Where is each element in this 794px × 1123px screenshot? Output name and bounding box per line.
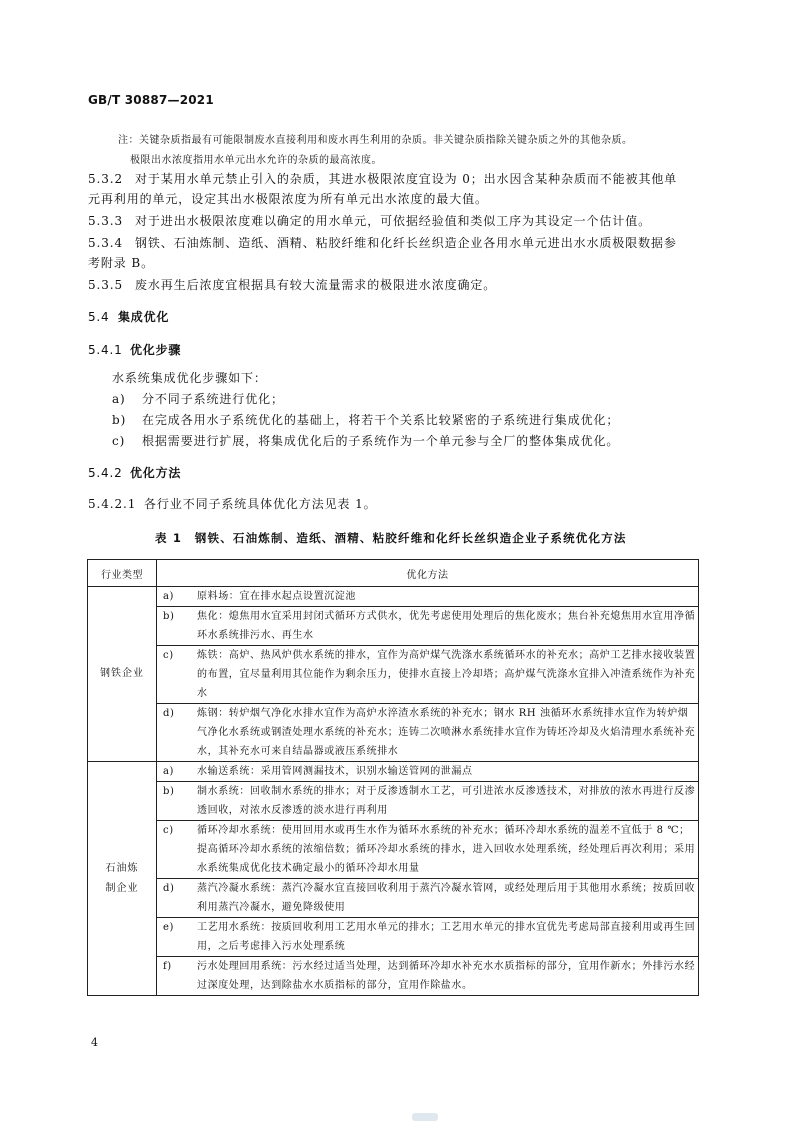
step-label: b) xyxy=(112,413,127,427)
clause-5-3-4 xyxy=(88,234,677,251)
step-item xyxy=(112,432,619,449)
method-label: b) xyxy=(163,786,175,797)
clause-text: 废水再生后浓度宜根据具有较大流量需求的极限进水浓度确定。 xyxy=(135,278,497,292)
method-label: c) xyxy=(163,650,174,661)
method-label: c) xyxy=(163,825,174,836)
clause-5-3-4-cont: 考附录 B。 xyxy=(88,256,155,270)
table-row xyxy=(88,704,699,762)
method-item xyxy=(157,762,698,781)
clause-5-3-5 xyxy=(88,276,496,293)
steps-intro: 水系统集成优化步骤如下： xyxy=(112,371,267,385)
clause-number: 5.3.4 xyxy=(88,236,124,250)
method-label: f) xyxy=(163,961,172,972)
method-item xyxy=(157,782,698,820)
step-text: 在完成各用水子系统优化的基础上，将若干个关系比较紧密的子系统进行集成优化； xyxy=(142,413,620,427)
section-number: 5.4.2 xyxy=(88,466,123,480)
method-text: 炼钢：转炉烟气净化水排水宜作为高炉水淬渣水系统的补充水；钢水 RH 浊循环水系统排水宜作为转炉烟气净化水系统或钢渣处理水系统的补充水；连铸二次喷淋水系统排水宜作为铸坯冷却及火焰清理水系统补充水，其补充水可来自结晶器或液压系统排水 xyxy=(197,708,696,757)
method-label: e) xyxy=(163,922,175,933)
table-row xyxy=(88,762,699,782)
section-title: 优化方法 xyxy=(130,466,182,480)
section-number: 5.4.1 xyxy=(88,343,123,357)
table-row xyxy=(88,957,699,996)
method-text: 焦化：熄焦用水宜采用封闭式循环方式供水，优先考虑使用处理后的焦化废水；焦台补充熄焦用水宜用净循环水系统排污水、再生水 xyxy=(197,611,696,641)
clause-number: 5.4.2.1 xyxy=(88,497,137,511)
section-5-4-2-heading xyxy=(88,464,181,481)
section-5-4-1-heading xyxy=(88,341,181,358)
method-item xyxy=(157,704,698,761)
clause-text: 对于某用水单元禁止引入的杂质，其进水极限浓度宜设为 0；出水因含某种杂质而不能被其他单 xyxy=(135,172,678,186)
clause-number: 5.3.3 xyxy=(88,214,124,228)
method-label: a) xyxy=(163,766,175,777)
clause-text: 各行业不同子系统具体优化方法见表 1。 xyxy=(144,497,377,511)
clause-text: 对于进出水极限浓度难以确定的用水单元，可依据经验值和类似工序为其设定一个估计值。 xyxy=(135,214,652,228)
industry-cell-steel: 钢铁企业 xyxy=(88,587,157,762)
page-number: 4 xyxy=(91,1036,98,1049)
table-row xyxy=(88,646,699,704)
clause-5-3-2 xyxy=(88,170,677,187)
note-line-2: 极限出水浓度指用水单元出水允许的杂质的最高浓度。 xyxy=(130,155,382,166)
method-text: 制水系统：回收制水系统的排水；对于反渗透制水工艺，可引进浓水反渗透技术，对排放的浓水再进行反渗透回收，对浓水反渗透的淡水进行再利用 xyxy=(197,786,696,816)
clause-5-4-2-1 xyxy=(88,495,377,512)
method-text: 水输送系统：采用管网测漏技术，识别水输送管网的泄漏点 xyxy=(197,766,473,777)
step-item xyxy=(112,390,284,407)
method-label: d) xyxy=(163,708,175,719)
method-item xyxy=(157,587,698,606)
step-label: a) xyxy=(112,392,126,406)
column-header-method: 优化方法 xyxy=(157,560,699,587)
standard-number: GB/T 30887—2021 xyxy=(88,93,214,107)
method-item xyxy=(157,821,698,878)
section-number: 5.4 xyxy=(88,310,110,324)
method-label: a) xyxy=(163,591,175,602)
method-text: 原料场：宜在排水起点设置沉淀池 xyxy=(197,591,356,602)
table-row xyxy=(88,587,699,607)
step-text: 分不同子系统进行优化； xyxy=(142,392,284,406)
step-label: c) xyxy=(112,434,126,448)
clause-number: 5.3.5 xyxy=(88,278,124,292)
table-row xyxy=(88,782,699,821)
column-header-industry: 行业类型 xyxy=(88,560,157,587)
method-text: 循环冷却水系统：使用回用水或再生水作为循环水系统的补充水；循环冷却水系统的温差不宜低于 8 ℃；提高循环冷却水系统的浓缩倍数；循环冷却水系统的排水，进入回收水处理系统，经处理后再次利用；采用水系统集成优化技术确定最小的循环冷却水用量 xyxy=(197,825,696,874)
clause-number: 5.3.2 xyxy=(88,172,124,186)
table-row xyxy=(88,879,699,918)
clause-5-3-3 xyxy=(88,212,651,229)
method-text: 污水处理回用系统：污水经过适当处理，达到循环冷却水补充水水质指标的部分，宜用作新水；外排污水经过深度处理，达到除盐水水质指标的部分，宜用作除盐水。 xyxy=(197,961,696,991)
step-text: 根据需要进行扩展，将集成优化后的子系统作为一个单元参与全厂的整体集成优化。 xyxy=(142,434,620,448)
method-item xyxy=(157,957,698,995)
method-text: 蒸汽冷凝水系统：蒸汽冷凝水宜直接回收利用于蒸汽冷凝水管网，或经处理后用于其他用水系统；按质回收利用蒸汽冷凝水，避免降级使用 xyxy=(197,883,696,913)
optimization-table xyxy=(87,559,699,996)
method-text: 工艺用水系统：按质回收利用工艺用水单元的排水；工艺用水单元的排水宜优先考虑局部直接利用或再生回用，之后考虑排入污水处理系统 xyxy=(197,922,696,952)
method-label: b) xyxy=(163,611,175,622)
clause-text: 钢铁、石油炼制、造纸、酒精、粘胶纤维和化纤长丝织造企业各用水单元进出水水质极限数据参 xyxy=(135,236,677,250)
section-5-4-heading xyxy=(88,308,169,325)
table-row xyxy=(88,607,699,646)
scan-mark xyxy=(412,1113,438,1121)
section-title: 优化步骤 xyxy=(130,343,182,357)
section-title: 集成优化 xyxy=(118,310,170,324)
method-text: 炼铁：高炉、热风炉供水系统的排水，宜作为高炉煤气洗涤水系统循环水的补充水；高炉工艺排水接收装置的布置，宜尽量利用其位能作为剩余压力，使排水直接上冷却塔；高炉煤气洗涤水宜排入冲渣系统作为补充水 xyxy=(197,650,696,699)
clause-5-3-2-cont: 元再利用的单元，设定其出水极限浓度为所有单元出水浓度的最大值。 xyxy=(88,192,488,206)
method-item xyxy=(157,879,698,917)
table-header-row xyxy=(88,560,699,587)
method-item xyxy=(157,646,698,703)
table-row xyxy=(88,918,699,957)
industry-cell-petroleum: 石油炼制企业 xyxy=(105,862,139,894)
method-label: d) xyxy=(163,883,175,894)
table-row xyxy=(88,821,699,879)
method-item xyxy=(157,918,698,956)
step-item xyxy=(112,411,619,428)
note-line-1: 注：关键杂质指最有可能限制废水直接利用和废水再生利用的杂质。非关键杂质指除关键杂质之外的其他杂质。 xyxy=(118,135,633,146)
method-item xyxy=(157,607,698,645)
table-title: 表 1 钢铁、石油炼制、造纸、酒精、粘胶纤维和化纤长丝织造企业子系统优化方法 xyxy=(155,531,627,545)
